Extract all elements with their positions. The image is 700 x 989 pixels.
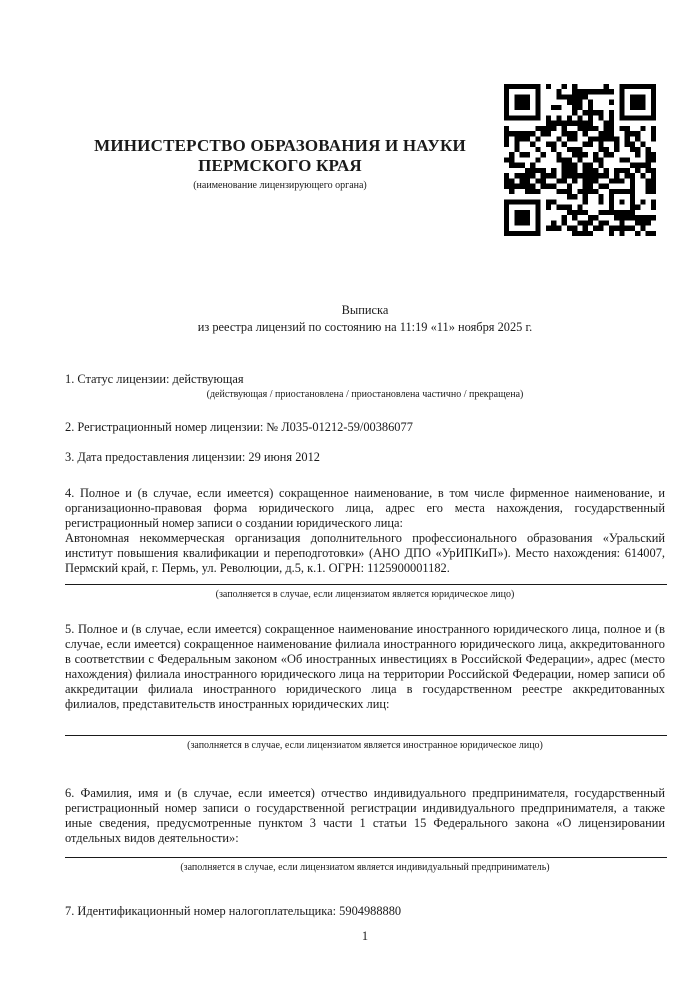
entrepreneur-label: 6. Фамилия, имя и (в случае, если имеется) отчество индивидуального предпринимателя, государственный регистрационный номер записи о государственной регистрации индивидуального предпринимателя, а также иные сведения, предусмотренные пунктом 3 части 1 статьи 15 Федерального закона «О лицензировании отдельных видов деятельности»: xyxy=(65,786,665,845)
licensing-authority-caption: (наименование лицензирующего органа) xyxy=(193,180,367,191)
license-status-text: 1. Статус лицензии: действующая xyxy=(65,372,244,386)
field-license-status xyxy=(65,372,665,401)
document-title xyxy=(65,302,665,335)
grant-date-text: 3. Дата предоставления лицензии: 29 июня 2012 xyxy=(65,450,321,464)
legal-entity-label: 4. Полное и (в случае, если имеется) сокращенное наименование, в том числе фирменное наименование, и организационно-правовая форма юридического лица, адрес его места нахождения, государственный регистрационный номер записи о создании юридического лица: xyxy=(65,486,665,530)
field-registration-number xyxy=(65,420,665,435)
license-status-caption: (действующая / приостановлена / приостановлена частично / прекращена) xyxy=(206,389,524,400)
field-entrepreneur-info xyxy=(65,786,665,874)
qr-code-icon xyxy=(504,84,656,236)
ministry-name-line2: ПЕРМСКОГО КРАЯ xyxy=(198,156,362,175)
foreign-entity-caption: (заполняется в случае, если лицензиатом является иностранное юридическое лицо) xyxy=(187,740,543,751)
entrepreneur-caption: (заполняется в случае, если лицензиатом является индивидуальный предприниматель) xyxy=(180,862,550,873)
fill-in-line xyxy=(65,584,667,585)
taxpayer-number-text: 7. Идентификационный номер налогоплательщика: 5904988880 xyxy=(65,904,402,918)
field-foreign-entity-info xyxy=(65,622,665,752)
registration-number-text: 2. Регистрационный номер лицензии: № Л035-01212-59/00386077 xyxy=(65,420,413,434)
field-taxpayer-number xyxy=(65,904,665,919)
fill-in-line xyxy=(65,735,667,736)
ministry-name-line1: МИНИСТЕРСТВО ОБРАЗОВАНИЯ И НАУКИ xyxy=(94,136,466,155)
licensing-authority-block xyxy=(65,136,495,192)
legal-entity-caption: (заполняется в случае, если лицензиатом является юридическое лицо) xyxy=(215,589,515,600)
field-grant-date xyxy=(65,450,665,465)
document-title-line2: из реестра лицензий по состоянию на 11:19 «11» ноября 2025 г. xyxy=(197,319,533,334)
page-number: 1 xyxy=(361,929,369,943)
foreign-entity-label: 5. Полное и (в случае, если имеется) сокращенное наименование иностранного юридического лица, полное и (в случае, если имеется) сокращенное наименование филиала иностранного юридического лица, аккредитованного в соответствии с Федеральным законом «Об иностранных инвестициях в Российской Федерации», адрес (место нахождения) филиала иностранного юридического лица на территории Российской Федерации, номер записи об аккредитации филиала иностранного юридического лица в государственном реестре аккредитованных филиалов, представительств иностранных юридических лиц: xyxy=(65,622,665,711)
document-title-line1: Выписка xyxy=(341,303,389,317)
fill-in-line xyxy=(65,857,667,858)
legal-entity-value: Автономная некоммерческая организация дополнительного профессионального образования «Уральский институт повышения квалификации и переподготовки» (АНО ДПО «УрИПКиП»). Место нахождения: 614007, Пермский край, г. Пермь, ул. Революции, д.5, к.1. ОГРН: 1125900001182. xyxy=(65,531,665,575)
field-legal-entity-info xyxy=(65,486,665,601)
